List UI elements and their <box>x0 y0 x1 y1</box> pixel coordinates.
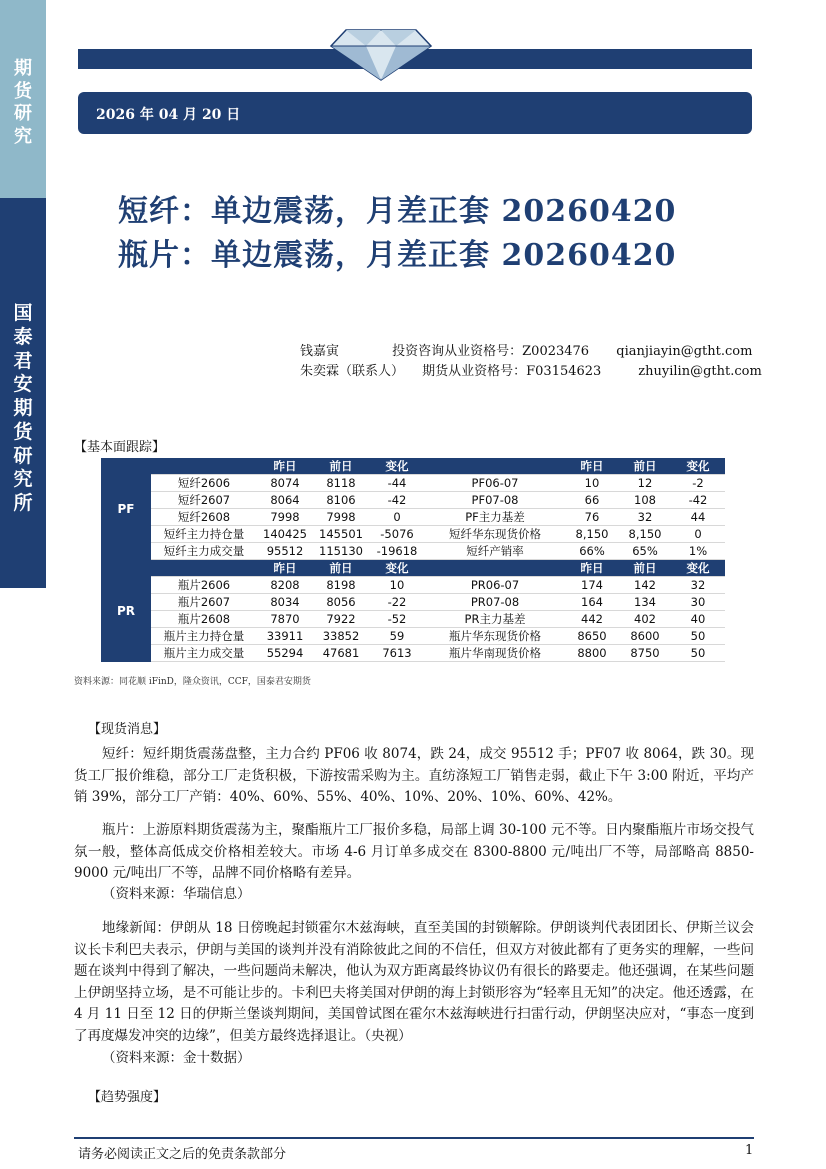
table-cell: -22 <box>369 594 425 611</box>
table-cell: 瓶片2608 <box>151 611 257 628</box>
table-cell: 7613 <box>369 645 425 662</box>
table-cell: 142 <box>619 577 671 594</box>
table-cell: -44 <box>369 475 425 492</box>
table-cell: 76 <box>565 509 619 526</box>
table-cell: 8056 <box>313 594 369 611</box>
table-cell: 10 <box>369 577 425 594</box>
table-cell: 33911 <box>257 628 313 645</box>
table-cell: 短纤产销率 <box>425 543 565 560</box>
table-cell: PF06-07 <box>425 475 565 492</box>
table-cell: 7998 <box>313 509 369 526</box>
author-email[interactable]: zhuyilin@gtht.com <box>638 364 762 379</box>
table-cell: 8,150 <box>619 526 671 543</box>
table-cell: 10 <box>565 475 619 492</box>
group-label: PR <box>101 560 151 662</box>
table-cell: 95512 <box>257 543 313 560</box>
table-cell: 8074 <box>257 475 313 492</box>
footer-divider <box>74 1137 754 1139</box>
table-cell: 短纤2606 <box>151 475 257 492</box>
report-title-pf: 短纤：单边震荡，月差正套 20260420 <box>118 194 677 229</box>
table-cell: 32 <box>619 509 671 526</box>
table-header-row <box>101 458 725 475</box>
column-header: 昨日 <box>257 560 313 577</box>
table-cell: 47681 <box>313 645 369 662</box>
column-header <box>151 458 257 475</box>
column-header <box>425 458 565 475</box>
table-cell: PF主力基差 <box>425 509 565 526</box>
table-cell: 140425 <box>257 526 313 543</box>
sidebar-top-label: 期 货 研 究 <box>14 58 32 147</box>
table-cell: -42 <box>369 492 425 509</box>
table-row <box>101 526 725 543</box>
table-cell: 115130 <box>313 543 369 560</box>
column-header: 前日 <box>313 560 369 577</box>
author-name: 朱奕霖（联系人） <box>300 364 405 379</box>
page-number: 1 <box>745 1143 754 1158</box>
table-row <box>101 475 725 492</box>
table-cell: PR06-07 <box>425 577 565 594</box>
table-cell: 1% <box>671 543 725 560</box>
table-cell: 32 <box>671 577 725 594</box>
group-label: PF <box>101 458 151 560</box>
table-cell: 7922 <box>313 611 369 628</box>
paragraph-pr: 瓶片：上游原料期货震荡为主，聚酯瓶片工厂报价多稳，局部上调 30-100 元不等。日内聚酯瓶片市场交投气氛一般，整体高低成交价格相差较大。市场 4-6 月订单多成交在 8300-8800 元/吨出厂不等，局部略高 8850-9000 元/吨出厂不等，品牌不同价格略有差异。 <box>74 822 754 881</box>
table-cell: 8800 <box>565 645 619 662</box>
column-header: 变化 <box>369 458 425 475</box>
column-header: 昨日 <box>565 458 619 475</box>
table-row <box>101 645 725 662</box>
author-row <box>300 360 762 379</box>
footer-disclaimer[interactable]: 请务必阅读正文之后的免责条款部分 <box>78 1147 287 1162</box>
section-title-trend: 【趋势强度】 <box>88 1090 167 1105</box>
table-cell: 瓶片2606 <box>151 577 257 594</box>
column-header <box>151 560 257 577</box>
author-qualification: 投资咨询从业资格号：Z0023476 <box>392 344 590 359</box>
column-header: 前日 <box>313 458 369 475</box>
table-cell: 66% <box>565 543 619 560</box>
table-cell: 65% <box>619 543 671 560</box>
report-date: 2026 年 04 月 20 日 <box>96 107 241 123</box>
table-cell: -19618 <box>369 543 425 560</box>
table-header-row <box>101 560 725 577</box>
table-cell: 30 <box>671 594 725 611</box>
table-cell: -2 <box>671 475 725 492</box>
table-cell: PF07-08 <box>425 492 565 509</box>
table-cell: 50 <box>671 645 725 662</box>
source-jin10: （资料来源：金十数据） <box>102 1050 251 1066</box>
section-title-fundamentals: 【基本面跟踪】 <box>74 440 166 455</box>
table-cell: 瓶片2607 <box>151 594 257 611</box>
table-cell: 瓶片主力成交量 <box>151 645 257 662</box>
table-row <box>101 628 725 645</box>
source-huarui: （资料来源：华瑞信息） <box>102 886 251 902</box>
table-cell: 8600 <box>619 628 671 645</box>
author-name: 钱嘉寅 <box>300 344 340 359</box>
table-cell: 108 <box>619 492 671 509</box>
table-cell: 402 <box>619 611 671 628</box>
table-cell: 8650 <box>565 628 619 645</box>
table-cell: 短纤2607 <box>151 492 257 509</box>
table-cell: 59 <box>369 628 425 645</box>
table-cell: -5076 <box>369 526 425 543</box>
section-title-spot-news: 【现货消息】 <box>88 722 167 737</box>
table-cell: 12 <box>619 475 671 492</box>
table-cell: PR07-08 <box>425 594 565 611</box>
table-cell: 145501 <box>313 526 369 543</box>
table-cell: 7870 <box>257 611 313 628</box>
table-row <box>101 492 725 509</box>
table-cell: 8118 <box>313 475 369 492</box>
diamond-logo-icon <box>326 20 436 82</box>
table-row <box>101 543 725 560</box>
table-cell: 0 <box>369 509 425 526</box>
table-cell: 0 <box>671 526 725 543</box>
table-cell: 瓶片主力持仓量 <box>151 628 257 645</box>
column-header: 变化 <box>671 560 725 577</box>
column-header: 变化 <box>369 560 425 577</box>
author-email[interactable]: qianjiayin@gtht.com <box>616 344 753 359</box>
table-cell: 8034 <box>257 594 313 611</box>
table-cell: -42 <box>671 492 725 509</box>
table-cell: 短纤主力持仓量 <box>151 526 257 543</box>
paragraph-pf: 短纤：短纤期货震荡盘整，主力合约 PF06 收 8074，跌 24，成交 95512 手；PF07 收 8064，跌 30。现货工厂报价维稳，部分工厂走货积极，下游按需采购为主。直纺涤短工厂销售走弱，截止下午 3:00 附近，平均产销 39%，部分工厂产销：40%、60%、55%、40%、10%、20%、10%、60%、42%。 <box>74 746 754 805</box>
table-cell: 8198 <box>313 577 369 594</box>
table-source-note: 资料来源：同花顺 iFinD，隆众资讯，CCF，国泰君安期货 <box>74 677 311 687</box>
table-cell: 短纤2608 <box>151 509 257 526</box>
column-header: 昨日 <box>565 560 619 577</box>
fundamentals-table <box>101 458 725 662</box>
table-cell: 174 <box>565 577 619 594</box>
report-title-pr: 瓶片：单边震荡，月差正套 20260420 <box>118 238 677 273</box>
table-row <box>101 611 725 628</box>
table-cell: 瓶片华南现货价格 <box>425 645 565 662</box>
column-header: 变化 <box>671 458 725 475</box>
table-cell: 8106 <box>313 492 369 509</box>
column-header: 昨日 <box>257 458 313 475</box>
sidebar-bottom-label: 国 泰 君 安 期 货 研 究 所 <box>13 302 33 514</box>
table-cell: 33852 <box>313 628 369 645</box>
table-row <box>101 509 725 526</box>
table-cell: -52 <box>369 611 425 628</box>
table-cell: 164 <box>565 594 619 611</box>
table-cell: 8064 <box>257 492 313 509</box>
column-header: 前日 <box>619 458 671 475</box>
table-cell: 442 <box>565 611 619 628</box>
table-cell: 8,150 <box>565 526 619 543</box>
table-row <box>101 577 725 594</box>
table-cell: 8750 <box>619 645 671 662</box>
paragraph-geopolitics: 地缘新闻：伊朗从 18 日傍晚起封锁霍尔木兹海峡，直至美国的封锁解除。伊朗谈判代表团团长、伊斯兰议会议长卡利巴夫表示，伊朗与美国的谈判并没有消除彼此之间的不信任，但双方对彼此都有了更务实的理解，一些问题在谈判中得到了解决，一些问题尚未解决，他认为双方距离最终协议仍有很长的路要走。他还强调，在某些问题上伊朗坚持立场，是不可能让步的。卡利巴夫将美国对伊朗的海上封锁形容为“轻率且无知”的决定。他还透露，在 4 月 11 日至 12 日的伊斯兰堡谈判期间，美国曾试图在霍尔木兹海峡进行扫雷行动，伊朗坚决应对，“事态一度到了再度爆发冲突的边缘”，但美方最终选择退让。（央视） <box>74 920 754 1044</box>
table-cell: 8208 <box>257 577 313 594</box>
author-row <box>300 340 752 359</box>
table-cell: 瓶片华东现货价格 <box>425 628 565 645</box>
table-cell: 134 <box>619 594 671 611</box>
table-cell: 7998 <box>257 509 313 526</box>
table-cell: 短纤主力成交量 <box>151 543 257 560</box>
column-header <box>425 560 565 577</box>
table-cell: 短纤华东现货价格 <box>425 526 565 543</box>
table-cell: PR主力基差 <box>425 611 565 628</box>
table-cell: 44 <box>671 509 725 526</box>
table-cell: 66 <box>565 492 619 509</box>
table-cell: 50 <box>671 628 725 645</box>
column-header: 前日 <box>619 560 671 577</box>
author-qualification: 期货从业资格号：F03154623 <box>422 364 602 379</box>
table-cell: 40 <box>671 611 725 628</box>
table-cell: 55294 <box>257 645 313 662</box>
table-row <box>101 594 725 611</box>
